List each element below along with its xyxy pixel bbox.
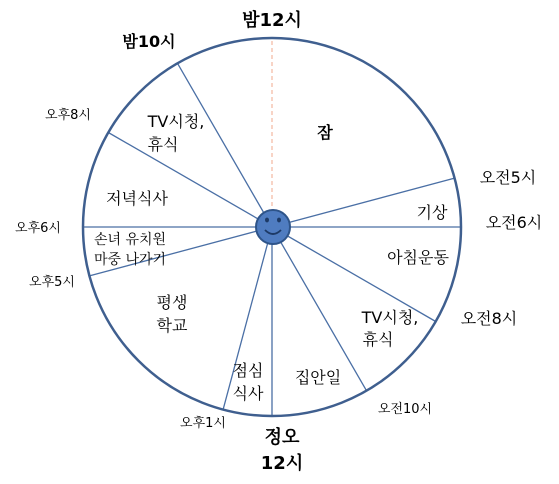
label-22h: 밤10시	[122, 32, 176, 51]
divider-10h	[272, 227, 367, 391]
label-17h: 오후5시	[29, 275, 75, 290]
label-10h: 오전10시	[377, 402, 433, 417]
divider-13h	[223, 227, 272, 410]
label-20h: 오후8시	[45, 108, 91, 123]
activity-lunch-line2: 식사	[232, 384, 264, 403]
activity-pickup-line1: 손녀 유치원	[93, 232, 167, 248]
label-06h: 오전6시	[485, 213, 543, 232]
label-05h: 오전5시	[479, 168, 537, 187]
activity-housework: 집안일	[294, 368, 342, 387]
activity-tv-pm-line1: TV시청,	[147, 112, 205, 131]
activity-pickup-line2: 마중 나가기	[93, 252, 167, 268]
activity-tv-pm-line2: 휴식	[147, 135, 179, 154]
activity-dinner: 저녁식사	[106, 189, 168, 208]
divider-22h	[178, 63, 273, 227]
label-08h: 오전8시	[460, 309, 518, 328]
activity-lunch-line1: 점심	[232, 361, 264, 380]
label-18h: 오후6시	[15, 221, 61, 236]
label-13h: 오후1시	[180, 416, 226, 431]
activity-tv-am-line2: 휴식	[362, 330, 394, 349]
activity-morning-exercise: 아침운동	[387, 248, 449, 267]
label-noon-hour: 12시	[260, 453, 304, 474]
activity-tv-am-line1: TV시청,	[361, 308, 419, 327]
activity-school-line1: 평생	[156, 293, 188, 312]
label-midnight: 밤12시	[242, 10, 302, 31]
activity-wake: 기상	[416, 203, 448, 222]
smiley-icon	[256, 210, 290, 244]
label-noon: 정오	[264, 427, 300, 448]
divider-20h	[108, 133, 272, 228]
activity-sleep: 잠	[317, 123, 333, 142]
activity-school-line2: 학교	[156, 316, 188, 335]
